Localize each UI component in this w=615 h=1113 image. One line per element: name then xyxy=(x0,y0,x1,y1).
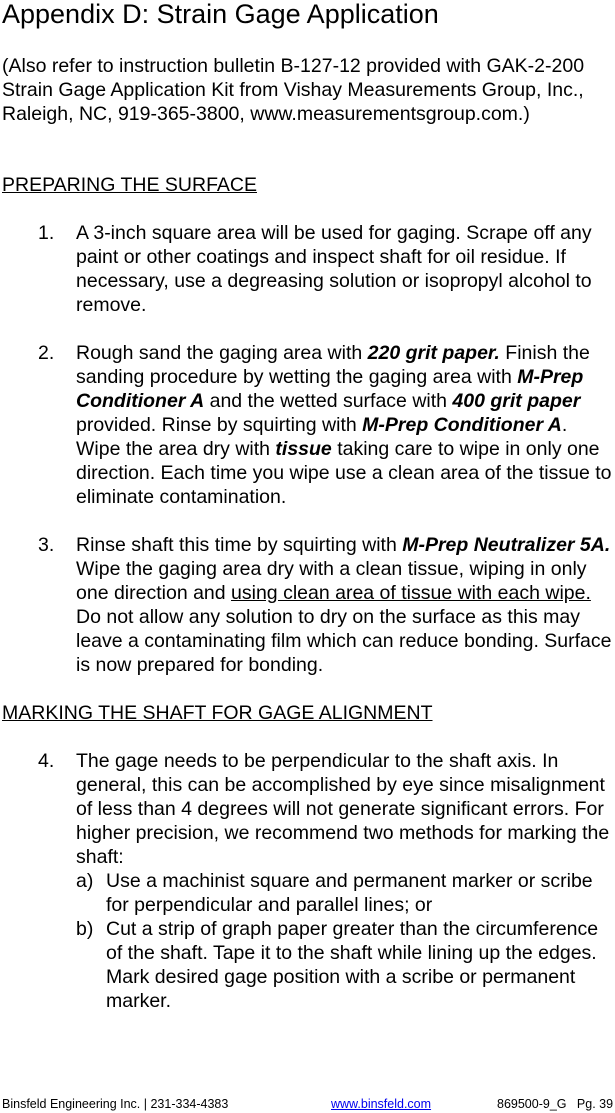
item-text: Rough sand the gaging area with 220 grit paper. Finish the sanding procedure by wetting the gaging area with M-Prep Conditioner A and the wetted surface with 400 grit paper provided. Rinse by squirting with M-Prep Conditioner A. Wipe the area dry with tissue taking care to wipe in only one direction. Each time you wipe use a clean area of the tissue to eliminate contamination. xyxy=(76,342,612,508)
section-heading-marking: MARKING THE SHAFT FOR GAGE ALIGNMENT xyxy=(2,702,433,724)
page-title: Appendix D: Strain Gage Application xyxy=(2,0,439,29)
item-text: Rinse shaft this time by squirting with M-Prep Neutralizer 5A. Wipe the gaging area dry with a clean tissue, wiping in only one direction and using clean area of tissue with each wipe. Do not allow any solution to dry on the surface as this may leave a contaminating film which can reduce bonding. Surface is now prepared for bonding. xyxy=(76,534,612,676)
item-text: A 3-inch square area will be used for gaging. Scrape off any paint or other coatings and inspect shaft for oil residue. If necessary, use a degreasing solution or isopropyl alcohol to remove. xyxy=(76,222,592,316)
list-item-1 xyxy=(0,221,615,317)
list-item-2 xyxy=(0,341,615,509)
section-heading-preparing: PREPARING THE SURFACE xyxy=(2,174,257,196)
item-number: 1. xyxy=(38,222,55,244)
footer-page-number: 869500-9_G Pg. 39 xyxy=(497,1097,614,1111)
item-number: 2. xyxy=(38,342,55,364)
item-text: The gage needs to be perpendicular to the shaft axis. In general, this can be accomplished by eye since misalignment of less than 4 degrees will not generate significant errors. For higher precision, we recommend two methods for marking the shaft: xyxy=(76,750,610,868)
intro-paragraph: (Also refer to instruction bulletin B-127-12 provided with GAK-2-200 Strain Gage Application Kit from Vishay Measurements Group, Inc., Raleigh, NC, 919-365-3800, www.measurementsgroup.com.) xyxy=(2,55,585,125)
item-number: 3. xyxy=(38,534,55,556)
footer-company: Binsfeld Engineering Inc. | 231-334-4383 xyxy=(2,1097,229,1111)
list-item-3 xyxy=(0,533,615,677)
sub-item-a: a) Use a machinist square and permanent marker or scribe for perpendicular and parallel lines; or xyxy=(76,870,593,916)
item-number: 4. xyxy=(38,750,55,772)
sub-item-b: b) Cut a strip of graph paper greater than the circumference of the shaft. Tape it to the shaft while lining up the edges. Mark desired gage position with a scribe or permanent marker. xyxy=(76,918,599,1012)
footer-website-link[interactable]: www.binsfeld.com xyxy=(331,1097,432,1111)
list-item-4 xyxy=(0,749,615,1013)
